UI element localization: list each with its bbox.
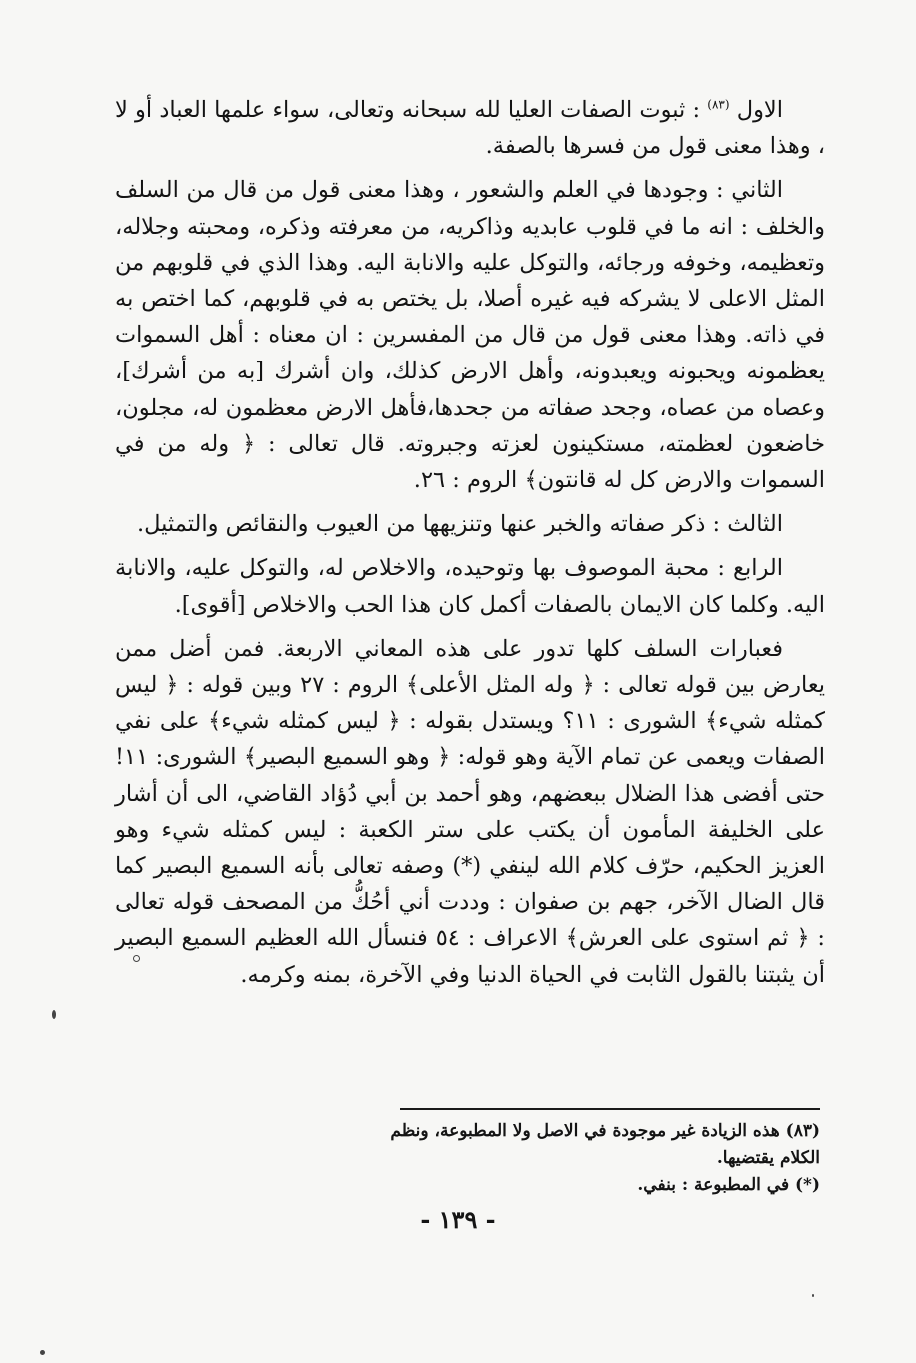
scan-speck — [133, 955, 140, 962]
paragraph-text: : وجودها في العلم والشعور ، وهذا معنى قول من قال من السلف والخلف : انه ما في قلوب عابديه وذاكريه، من معرفته وذكره، ومحبته وجلاله، وتعظيمه، وخوفه ورجائه، والتوكل عليه والانابة اليه. وهذا الذي في قلوبهم من المثل الاعلى لا يشركه فيه غيره أصلا، بل يختص به في قلوبهم، كما اختص به في ذاته. وهذا معنى قول من قال من المفسرين : ان معناه : أهل السموات يعظمونه ويحبونه ويعبدونه، وأهل الارض كذلك، وان أشرك [به من أشرك]، وعصاه من عصاه، وجحد صفاته من جحدها،فأهل الارض معظمون له، مجلون، خاضعون لعظمته، مستكينون لعزته وجبروته. قال تعالى : ﴿ وله من في السموات والارض كل له قانتون﴾ الروم : ٢٦. — [115, 177, 825, 494]
paragraph-lead: الثالث — [727, 511, 783, 538]
page-number: - ١٣٩ - — [420, 1205, 496, 1234]
footnote-star: (*) في المطبوعة : بنفي. — [637, 1175, 820, 1195]
paragraph-second — [115, 172, 825, 498]
paragraph-lead: الاول — [736, 97, 784, 123]
paragraph-text: فعبارات السلف كلها تدور على هذه المعاني الاربعة. فمن أضل ممن يعارض بين قوله تعالى : ﴿ وله المثل الأعلى﴾ الروم : ٢٧ وبين قوله : ﴿ ليس كمثله شيء﴾ الشورى : ١١؟ ويستدل بقوله : ﴿ ليس كمثله شيء﴾ على نفي الصفات ويعمى عن تمام الآية وهو قوله: ﴿ وهو السميع البصير﴾ الشورى: ١١! حتى أفضى هذا الضلال ببعضهم، وهو أحمد بن أبي دُؤاد القاضي، الى أن أشار على الخليفة المأمون أن يكتب على ستر الكعبة : ليس كمثله شيء وهو العزيز الحكيم، حرّف كلام الله لينفي (*) وصفه تعالى بأنه السميع البصير كما قال الضال الآخر، جهم بن صفوان : وددت أني أحُكُّ من المصحف قوله تعالى : ﴿ ثم استوى على العرش﴾ الاعراف : ٥٤ فنسأل الله العظيم السميع البصير أن يثبتنا بالقول الثابت في الحياة الدنيا وفي الآخرة، بمنه وكرمه. — [115, 635, 826, 988]
paragraph-lead: الرابع — [733, 555, 784, 582]
scan-speck — [40, 1350, 45, 1355]
paragraph-text: : ثبوت الصفات العليا لله سبحانه وتعالى، سواء علمها العباد أو لا ، وهذا معنى قول من فسرها بالصفة. — [115, 97, 825, 160]
scan-speck — [812, 1294, 814, 1297]
footnote-ref-83: (٨٣) — [707, 97, 730, 112]
footnote-divider — [400, 1108, 820, 1110]
paragraph-fifth — [115, 631, 825, 993]
footnotes — [360, 1118, 820, 1199]
paragraph-lead: الثاني — [731, 177, 784, 204]
paragraph-text: : ذكر صفاته والخبر عنها وتنزيهها من العيوب والنقائص والتمثيل. — [136, 511, 721, 538]
footnote-83: (٨٣) هذه الزيادة غير موجودة في الاصل ولا المطبوعة، ونظم الكلام يقتضيها. — [390, 1121, 820, 1168]
paragraph-text: : محبة الموصوف بها وتوحيده، والاخلاص له، والتوكل عليه، والانابة اليه. وكلما كان الايمان بالصفات أكمل كان هذا الحب والاخلاص [أقوى]. — [115, 555, 825, 618]
scan-speck — [52, 1010, 56, 1019]
main-text — [115, 92, 825, 1001]
paragraph-first — [115, 92, 825, 164]
paragraph-third — [115, 506, 825, 542]
paragraph-fourth — [115, 550, 825, 622]
